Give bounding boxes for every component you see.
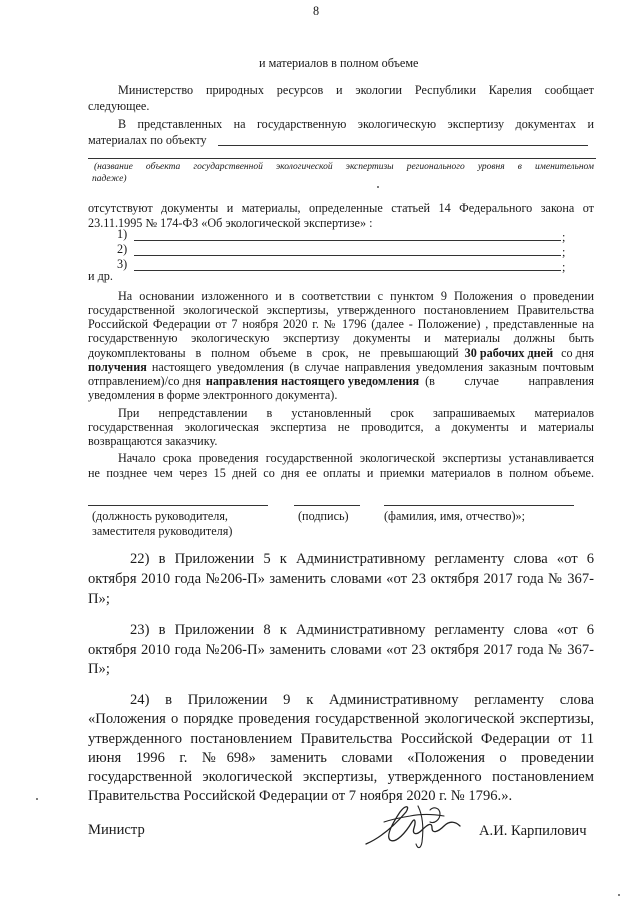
signatory-title: Министр: [88, 822, 145, 838]
list-item-number-2: 2): [117, 242, 128, 256]
basis-line-5-end: со дня: [561, 346, 594, 360]
basis-line-7-start: отправлением)/со дня: [88, 374, 201, 388]
amendment-24-line-4: июня 1996 г. №698» заменить словами «Положения о проведении: [88, 750, 594, 766]
amendment-24-line-3: утвержденного постановлением Правительства Российской Федерации от 11: [88, 731, 594, 747]
deadline-days: 30 рабочих дней: [464, 346, 554, 360]
section-heading: и материалов в полном объеме: [259, 56, 419, 70]
amendment-22-line-3: П»;: [88, 591, 110, 607]
basis-line-6-text: настоящего уведомления (в случае направления уведомления заказным почтовым: [151, 360, 594, 374]
amendment-22-line-1: 22) в Приложении 5 к Административному регламенту слова «от 6: [130, 551, 594, 567]
sending-term: направления настоящего уведомления: [205, 374, 420, 388]
page-number: 8: [313, 4, 320, 18]
position-blank: [88, 505, 268, 506]
signatory-name: А.И. Карпилович: [479, 823, 587, 839]
list-item-end-2: ;: [562, 245, 566, 259]
amendment-24-line-5: государственной экологической экспертизы, утвержденного постановлением: [88, 769, 594, 785]
handwritten-signature: [360, 792, 470, 854]
amendment-24-line-6: Правительства Российской Федерации от 7 ноября 2020 г. № 1796.».: [88, 788, 513, 804]
position-label-line-1: (должность руководителя,: [92, 509, 228, 523]
signature-blank: [294, 505, 360, 506]
missing-docs-line-1: отсутствуют документы и материалы, определенные статьей 14 Федерального закона от: [88, 201, 594, 215]
missing-docs-line-2: 23.11.1995 № 174-ФЗ «Об экологической экспертизе» :: [88, 216, 373, 230]
amendment-23-line-1: 23) в Приложении 8 к Административному регламенту слова «от 6: [130, 622, 594, 638]
object-name-hint-line-2: падеже): [92, 174, 127, 184]
list-item-blank-1: [134, 240, 561, 241]
failure-line-2: государственная экологическая экспертиза не проводится, а документы и материалы: [88, 420, 594, 434]
term-line-2: не позднее чем через 15 дней со дня ее оплаты и приемки материалов в полном объеме.: [88, 466, 594, 480]
list-item-blank-3: [134, 270, 561, 271]
basis-line-4: государственную экологическую экспертизу документы и материалы должны быть: [88, 331, 594, 345]
object-name-blank-2: [88, 158, 596, 159]
scan-speck: [377, 186, 379, 188]
amendment-23-line-2: октября 2010 года №206-П» заменить словами «от 23 октября 2017 года № 367-: [88, 642, 594, 658]
object-name-hint-line-1: (название объекта государственной экологической экспертизы регионального уровня в именительном: [94, 162, 594, 172]
list-item-number-3: 3): [117, 257, 128, 271]
signature-label: (подпись): [298, 509, 349, 523]
basis-line-7-end: (в случае направления: [425, 374, 594, 388]
term-line-1: Начало срока проведения государственной экологической экспертизы устанавливается: [118, 451, 594, 465]
list-item-blank-2: [134, 255, 561, 256]
submitted-line-2: материалах по объекту: [88, 133, 207, 147]
basis-line-2: государственной экологической экспертизы, утвержденного постановлением Правительства: [88, 303, 594, 317]
amendment-22-line-2: октября 2010 года №206-П» заменить словами «от 23 октября 2017 года № 367-: [88, 571, 594, 587]
list-item-number-1: 1): [117, 227, 128, 241]
position-label-line-2: заместителя руководителя): [92, 524, 233, 538]
etc-label: и др.: [88, 269, 113, 283]
basis-line-8: уведомления в форме электронного документа).: [88, 388, 338, 402]
basis-line-1: На основании изложенного и в соответствии с пунктом 9 Положения о проведении: [118, 289, 594, 303]
failure-line-1: При непредставлении в установленный срок запрашиваемых материалов: [118, 406, 594, 420]
basis-line-5-text: доукомплектованы в полном объеме в срок, не превышающий: [88, 346, 459, 360]
amendment-23-line-3: П»;: [88, 661, 110, 677]
scan-speck: [36, 798, 38, 800]
object-name-blank-1: [218, 145, 588, 146]
list-item-end-1: ;: [562, 230, 566, 244]
receipt-term: получения: [88, 360, 147, 374]
failure-line-3: возвращаются заказчику.: [88, 434, 218, 448]
basis-line-3: Российской Федерации от 7 ноября 2020 г. № 1796 (далее - Положение) , представленные на: [88, 317, 594, 331]
scan-speck: [618, 894, 620, 896]
intro-line-2: следующее.: [88, 99, 150, 113]
name-blank: [384, 505, 574, 506]
intro-line-1: Министерство природных ресурсов и экологии Республики Карелия сообщает: [118, 83, 594, 97]
amendment-24-line-2: «Положения о порядке проведения государственной экологической экспертизы,: [88, 711, 594, 727]
submitted-line-1: В представленных на государственную экологическую экспертизу документах и: [118, 117, 594, 131]
name-label: (фамилия, имя, отчество)»;: [384, 509, 525, 523]
list-item-end-3: ;: [562, 260, 566, 274]
amendment-24-line-1: 24) в Приложении 9 к Административному регламенту слова: [130, 692, 594, 708]
